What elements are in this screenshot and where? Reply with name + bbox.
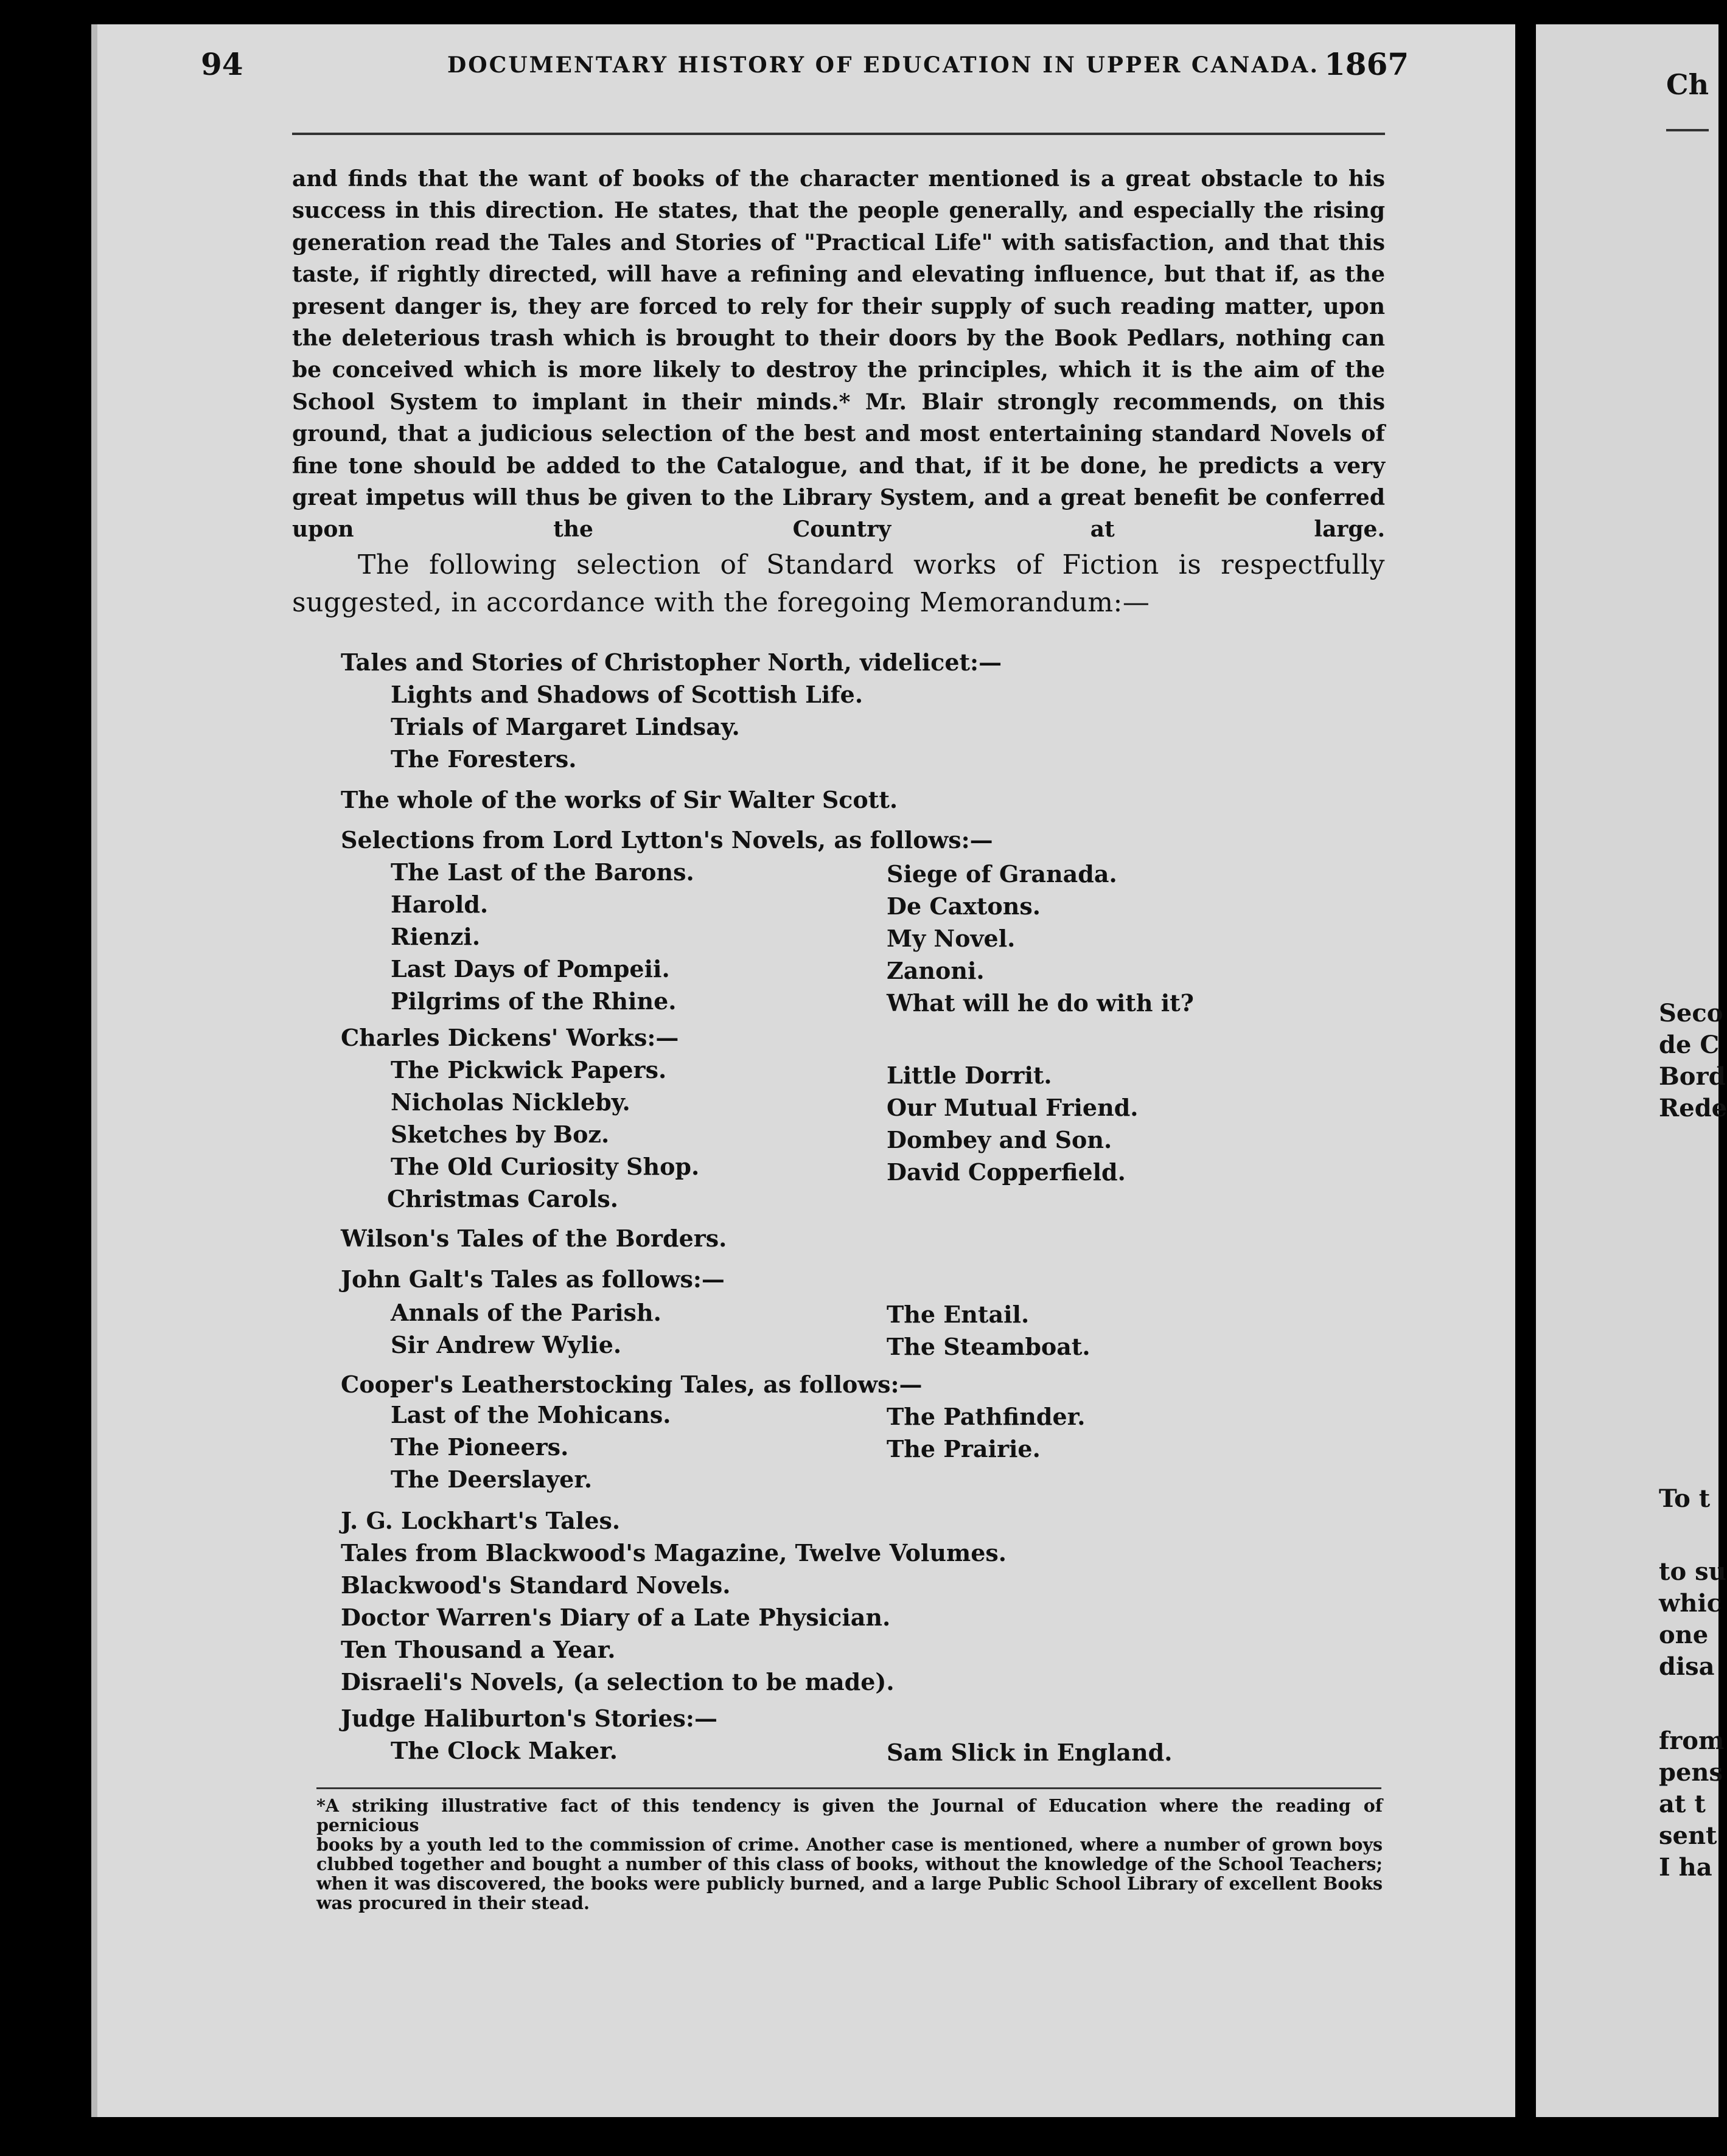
list-item: Dombey and Son. — [887, 1126, 1112, 1153]
dickens-heading: Charles Dickens' Works:— — [341, 1024, 679, 1051]
list-item: The Old Curiosity Shop. — [391, 1153, 700, 1180]
right-fragment: Bord — [1659, 1062, 1726, 1091]
right-fragment: Seco — [1659, 999, 1723, 1028]
right-fragment: To t — [1659, 1484, 1711, 1513]
list-item: The Last of the Barons. — [391, 858, 694, 886]
right-fragment: from — [1659, 1727, 1725, 1755]
lytton-heading: Selections from Lord Lytton's Novels, as follows:— — [341, 826, 993, 854]
header-rule — [292, 133, 1385, 135]
list-item: The Pioneers. — [391, 1433, 569, 1461]
list-item: The Deerslayer. — [391, 1466, 593, 1493]
list-item: The Clock Maker. — [391, 1737, 618, 1764]
galt-heading: John Galt's Tales as follows:— — [341, 1265, 725, 1293]
list-item: Sir Andrew Wylie. — [391, 1331, 622, 1358]
right-fragment: Rede — [1659, 1094, 1727, 1122]
list-item: The Prairie. — [887, 1435, 1041, 1462]
list-item: Little Dorrit. — [887, 1062, 1052, 1089]
footnote-line: clubbed together and bought a number of this class of books, without the knowledge of the School Teachers; — [316, 1854, 1383, 1874]
list-item: De Caxtons. — [887, 892, 1041, 920]
list-item: Lights and Shadows of Scottish Life. — [391, 681, 864, 708]
right-fragment: at t — [1659, 1790, 1706, 1818]
scott-entry: The whole of the works of Sir Walter Scott. — [341, 786, 898, 813]
list-item: The Pathfinder. — [887, 1403, 1086, 1430]
list-item: Last Days of Pompeii. — [391, 955, 670, 982]
right-fragment: one — [1659, 1621, 1709, 1649]
list-item: Trials of Margaret Lindsay. — [391, 713, 740, 740]
right-fragment: sent — [1659, 1821, 1717, 1850]
wilson-entry: Wilson's Tales of the Borders. — [341, 1225, 727, 1252]
list-item: Sam Slick in England. — [887, 1739, 1173, 1766]
memorandum-paragraph: and finds that the want of books of the character mentioned is a great obstacle to his success in this direction. He states, that the people generally, and especially the rising generation read the Tales and Stories of "Practical Life" with satisfaction, and that this taste, if rightly directed, will have a refining and elevating influence, but that if, as the present danger is, they are forced to rely for their supply of such reading matter, upon the deleterious trash which is brought to their doors by the Book Pedlars, nothing can be conceived which is more likely to destroy the principles, which it is the aim of the School System to implant in their minds.* Mr. Blair strongly recommends, on this ground, that a judicious selection of the best and most entertaining standard Novels of fine tone should be added to the Catalogue, and that, if it be done, he predicts a very great impetus will thus be given to the Library System, and a great benefit be conferred upon the Country at large. — [292, 166, 1385, 543]
list-item: The Pickwick Papers. — [391, 1056, 667, 1083]
list-item: The Foresters. — [391, 745, 577, 773]
list-item: Sketches by Boz. — [391, 1121, 610, 1148]
list-item: Rienzi. — [391, 923, 481, 950]
list-item: What will he do with it? — [887, 989, 1194, 1017]
footnote-line: books by a youth led to the commission of crime. Another case is mentioned, where a number of grown boys — [316, 1834, 1383, 1855]
list-item: My Novel. — [887, 925, 1016, 952]
footnote-line: when it was discovered, the books were publicly burned, and a large Public School Library of excellent Books — [316, 1873, 1383, 1894]
footnote — [316, 1796, 1383, 1913]
footnote-line: *A striking illustrative fact of this tendency is given the Journal of Education where the reading of pernicious — [316, 1795, 1383, 1835]
list-item: The Entail. — [887, 1301, 1030, 1328]
right-fragment: I ha — [1659, 1853, 1712, 1882]
cooper-heading: Cooper's Leatherstocking Tales, as follows:— — [341, 1371, 923, 1398]
list-item: Tales from Blackwood's Magazine, Twelve Volumes. — [341, 1539, 1007, 1567]
list-item: Christmas Carols. — [387, 1185, 619, 1212]
page-year: 1867 — [1324, 46, 1409, 82]
right-fragment: disa — [1659, 1652, 1715, 1681]
haliburton-heading: Judge Haliburton's Stories:— — [341, 1705, 717, 1732]
footnote-line: was procured in their stead. — [316, 1893, 590, 1913]
right-fragment: de C — [1659, 1031, 1720, 1059]
list-item: Nicholas Nickleby. — [391, 1088, 630, 1116]
right-page-rule — [1666, 129, 1709, 131]
right-fragment: whic — [1659, 1589, 1722, 1618]
list-item: The Steamboat. — [887, 1333, 1090, 1360]
list-item: David Copperfield. — [887, 1158, 1126, 1186]
right-fragment: to su — [1659, 1557, 1726, 1586]
list-item: Siege of Granada. — [887, 860, 1117, 888]
list-item: Annals of the Parish. — [391, 1299, 661, 1326]
list-item: Blackwood's Standard Novels. — [341, 1571, 731, 1599]
page-number: 94 — [201, 46, 243, 82]
list-item: Disraeli's Novels, (a selection to be made). — [341, 1668, 895, 1695]
list-item: Ten Thousand a Year. — [341, 1636, 616, 1663]
intro-text: The following selection of Standard works of Fiction is respectfully suggested, in accordance with the foregoing Memorandum:— — [292, 549, 1385, 618]
list-item: Pilgrims of the Rhine. — [391, 987, 677, 1015]
right-page-header: Ch — [1666, 68, 1709, 101]
intro-paragraph — [292, 546, 1385, 622]
list-item: Zanoni. — [887, 957, 985, 984]
north-heading: Tales and Stories of Christopher North, videlicet:— — [341, 649, 1002, 676]
right-fragment: pens — [1659, 1758, 1723, 1787]
footnote-rule — [316, 1787, 1381, 1789]
list-item: Doctor Warren's Diary of a Late Physician. — [341, 1604, 891, 1631]
list-item: Last of the Mohicans. — [391, 1401, 671, 1428]
running-title: DOCUMENTARY HISTORY OF EDUCATION IN UPPER CANADA. — [447, 52, 1320, 78]
list-item: J. G. Lockhart's Tales. — [341, 1507, 621, 1534]
list-item: Harold. — [391, 891, 489, 918]
list-item: Our Mutual Friend. — [887, 1094, 1139, 1121]
